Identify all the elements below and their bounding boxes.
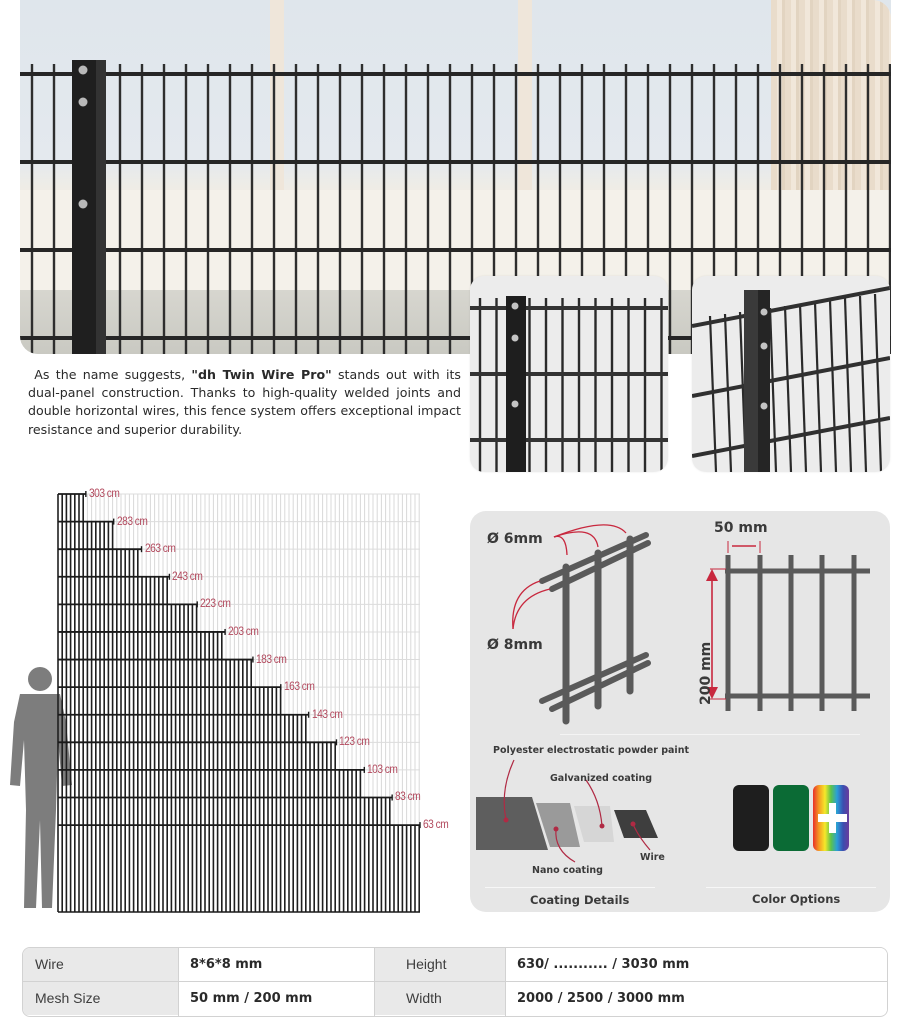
callout-arrow	[554, 536, 567, 555]
mesh-height-label: 200 mm	[698, 641, 714, 705]
height-options-chart	[0, 480, 470, 920]
fence-vertical-wire	[845, 298, 851, 472]
callout-arrow	[513, 589, 550, 629]
colors-divider	[706, 887, 876, 888]
height-label: 103 cm	[367, 761, 398, 776]
color-swatch-custom[interactable]	[813, 785, 849, 851]
wire-6mm-label: Ø 6mm	[487, 531, 543, 547]
fence-horizontal-wire	[692, 358, 890, 396]
fence-vertical-wire	[875, 294, 881, 472]
mesh-width-label: 50 mm	[714, 520, 768, 536]
height-label: 183 cm	[255, 651, 287, 666]
post-bolt	[79, 66, 88, 75]
post-bolt	[761, 403, 768, 410]
spec-value-width: 2000 / 2500 / 3000 mm	[505, 982, 887, 1015]
fence-post-side	[758, 290, 770, 472]
fence-vertical-wire	[785, 306, 791, 472]
color-swatch-black[interactable]	[733, 785, 769, 851]
callout-dot	[504, 818, 509, 823]
thumb-fence-post-angle	[692, 276, 890, 472]
fence-horizontal-wire	[470, 438, 668, 442]
height-label: 263 cm	[144, 541, 175, 556]
product-description	[28, 366, 461, 439]
coating-layers-diagram	[470, 740, 700, 880]
color-options-title: Color Options	[752, 892, 841, 906]
post-bolt	[512, 335, 519, 342]
arrowhead	[706, 569, 718, 581]
fence-vertical-wire	[830, 300, 836, 472]
fence-horizontal-wire	[20, 72, 891, 76]
layer-nano-label: Nano coating	[532, 865, 603, 876]
callout-arrow	[554, 525, 626, 537]
table-col-divider	[374, 948, 375, 1016]
product-name: "dh Twin Wire Pro"	[191, 367, 332, 382]
callout-dot	[600, 824, 605, 829]
description-prefix: As the name suggests,	[34, 367, 192, 382]
layer-powder-paint-label: Polyester electrostatic powder paint	[493, 745, 689, 756]
fence-vertical-wire	[770, 308, 776, 472]
fence-vertical-wire	[860, 296, 866, 472]
height-label: 283 cm	[116, 513, 148, 528]
table-row-divider	[23, 981, 887, 982]
wire-8mm-label: Ø 8mm	[487, 637, 543, 653]
plus-icon-bar	[818, 814, 847, 822]
fence-vertical-wire	[800, 304, 806, 472]
height-label: 163 cm	[283, 679, 315, 694]
spec-value-wire: 8*6*8 mm	[178, 948, 374, 981]
fence-post-angle-graphic	[692, 276, 890, 472]
spec-label-height: Height	[374, 948, 505, 981]
spec-value-mesh-size: 50 mm / 200 mm	[178, 982, 374, 1015]
post-bolt	[79, 98, 88, 107]
height-label: 303 cm	[88, 486, 120, 500]
coating-divider	[485, 887, 655, 888]
height-label: 83 cm	[395, 789, 421, 804]
coating-details-title: Coating Details	[530, 893, 630, 907]
post-bolt	[512, 303, 519, 310]
table-col-divider	[178, 948, 179, 1016]
height-label: 203 cm	[228, 623, 259, 638]
fence-vertical-wire	[815, 302, 821, 472]
color-swatch-green[interactable]	[773, 785, 809, 851]
silhouette-head	[28, 667, 52, 691]
callout-dot	[554, 827, 559, 832]
layer-galvanized	[574, 806, 614, 842]
fence-horizontal-wire	[20, 248, 891, 252]
spec-label-mesh-size: Mesh Size	[23, 982, 178, 1015]
spec-value-height: 630/ ........... / 3030 mm	[505, 948, 887, 981]
fence-horizontal-wire	[20, 160, 891, 164]
description-suffix: stands out with its dual-panel construction. Thanks to high-quality welded joints and double horizontal wires, this fence system offers exceptional impact resistance and superior durability.	[28, 367, 461, 437]
spec-table	[22, 947, 888, 1017]
layer-wire-label: Wire	[640, 852, 665, 863]
table-col-divider	[505, 948, 506, 1016]
height-chart-svg	[0, 480, 470, 920]
height-label: 63 cm	[423, 817, 449, 832]
layer-wire	[614, 810, 658, 838]
height-label: 143 cm	[311, 706, 343, 721]
fence-post-side	[96, 60, 106, 354]
callout-dot	[631, 822, 636, 827]
fence-post-front-graphic	[470, 276, 668, 472]
thumb-fence-post-front	[470, 276, 668, 472]
panel-divider	[560, 734, 860, 735]
post-bolt	[79, 200, 88, 209]
layer-galvanized-label: Galvanized coating	[550, 773, 653, 784]
spec-label-wire: Wire	[23, 948, 178, 981]
callout-arrow	[513, 581, 540, 629]
fence-horizontal-wire	[470, 306, 668, 310]
spec-label-width: Width	[374, 982, 505, 1015]
height-label: 123 cm	[339, 734, 370, 749]
fence-horizontal-wire	[470, 372, 668, 376]
post-bolt	[512, 401, 519, 408]
post-bolt	[761, 343, 768, 350]
height-label: 223 cm	[200, 596, 231, 611]
fence-post	[506, 296, 526, 472]
post-bolt	[761, 309, 768, 316]
height-label: 243 cm	[172, 568, 203, 583]
